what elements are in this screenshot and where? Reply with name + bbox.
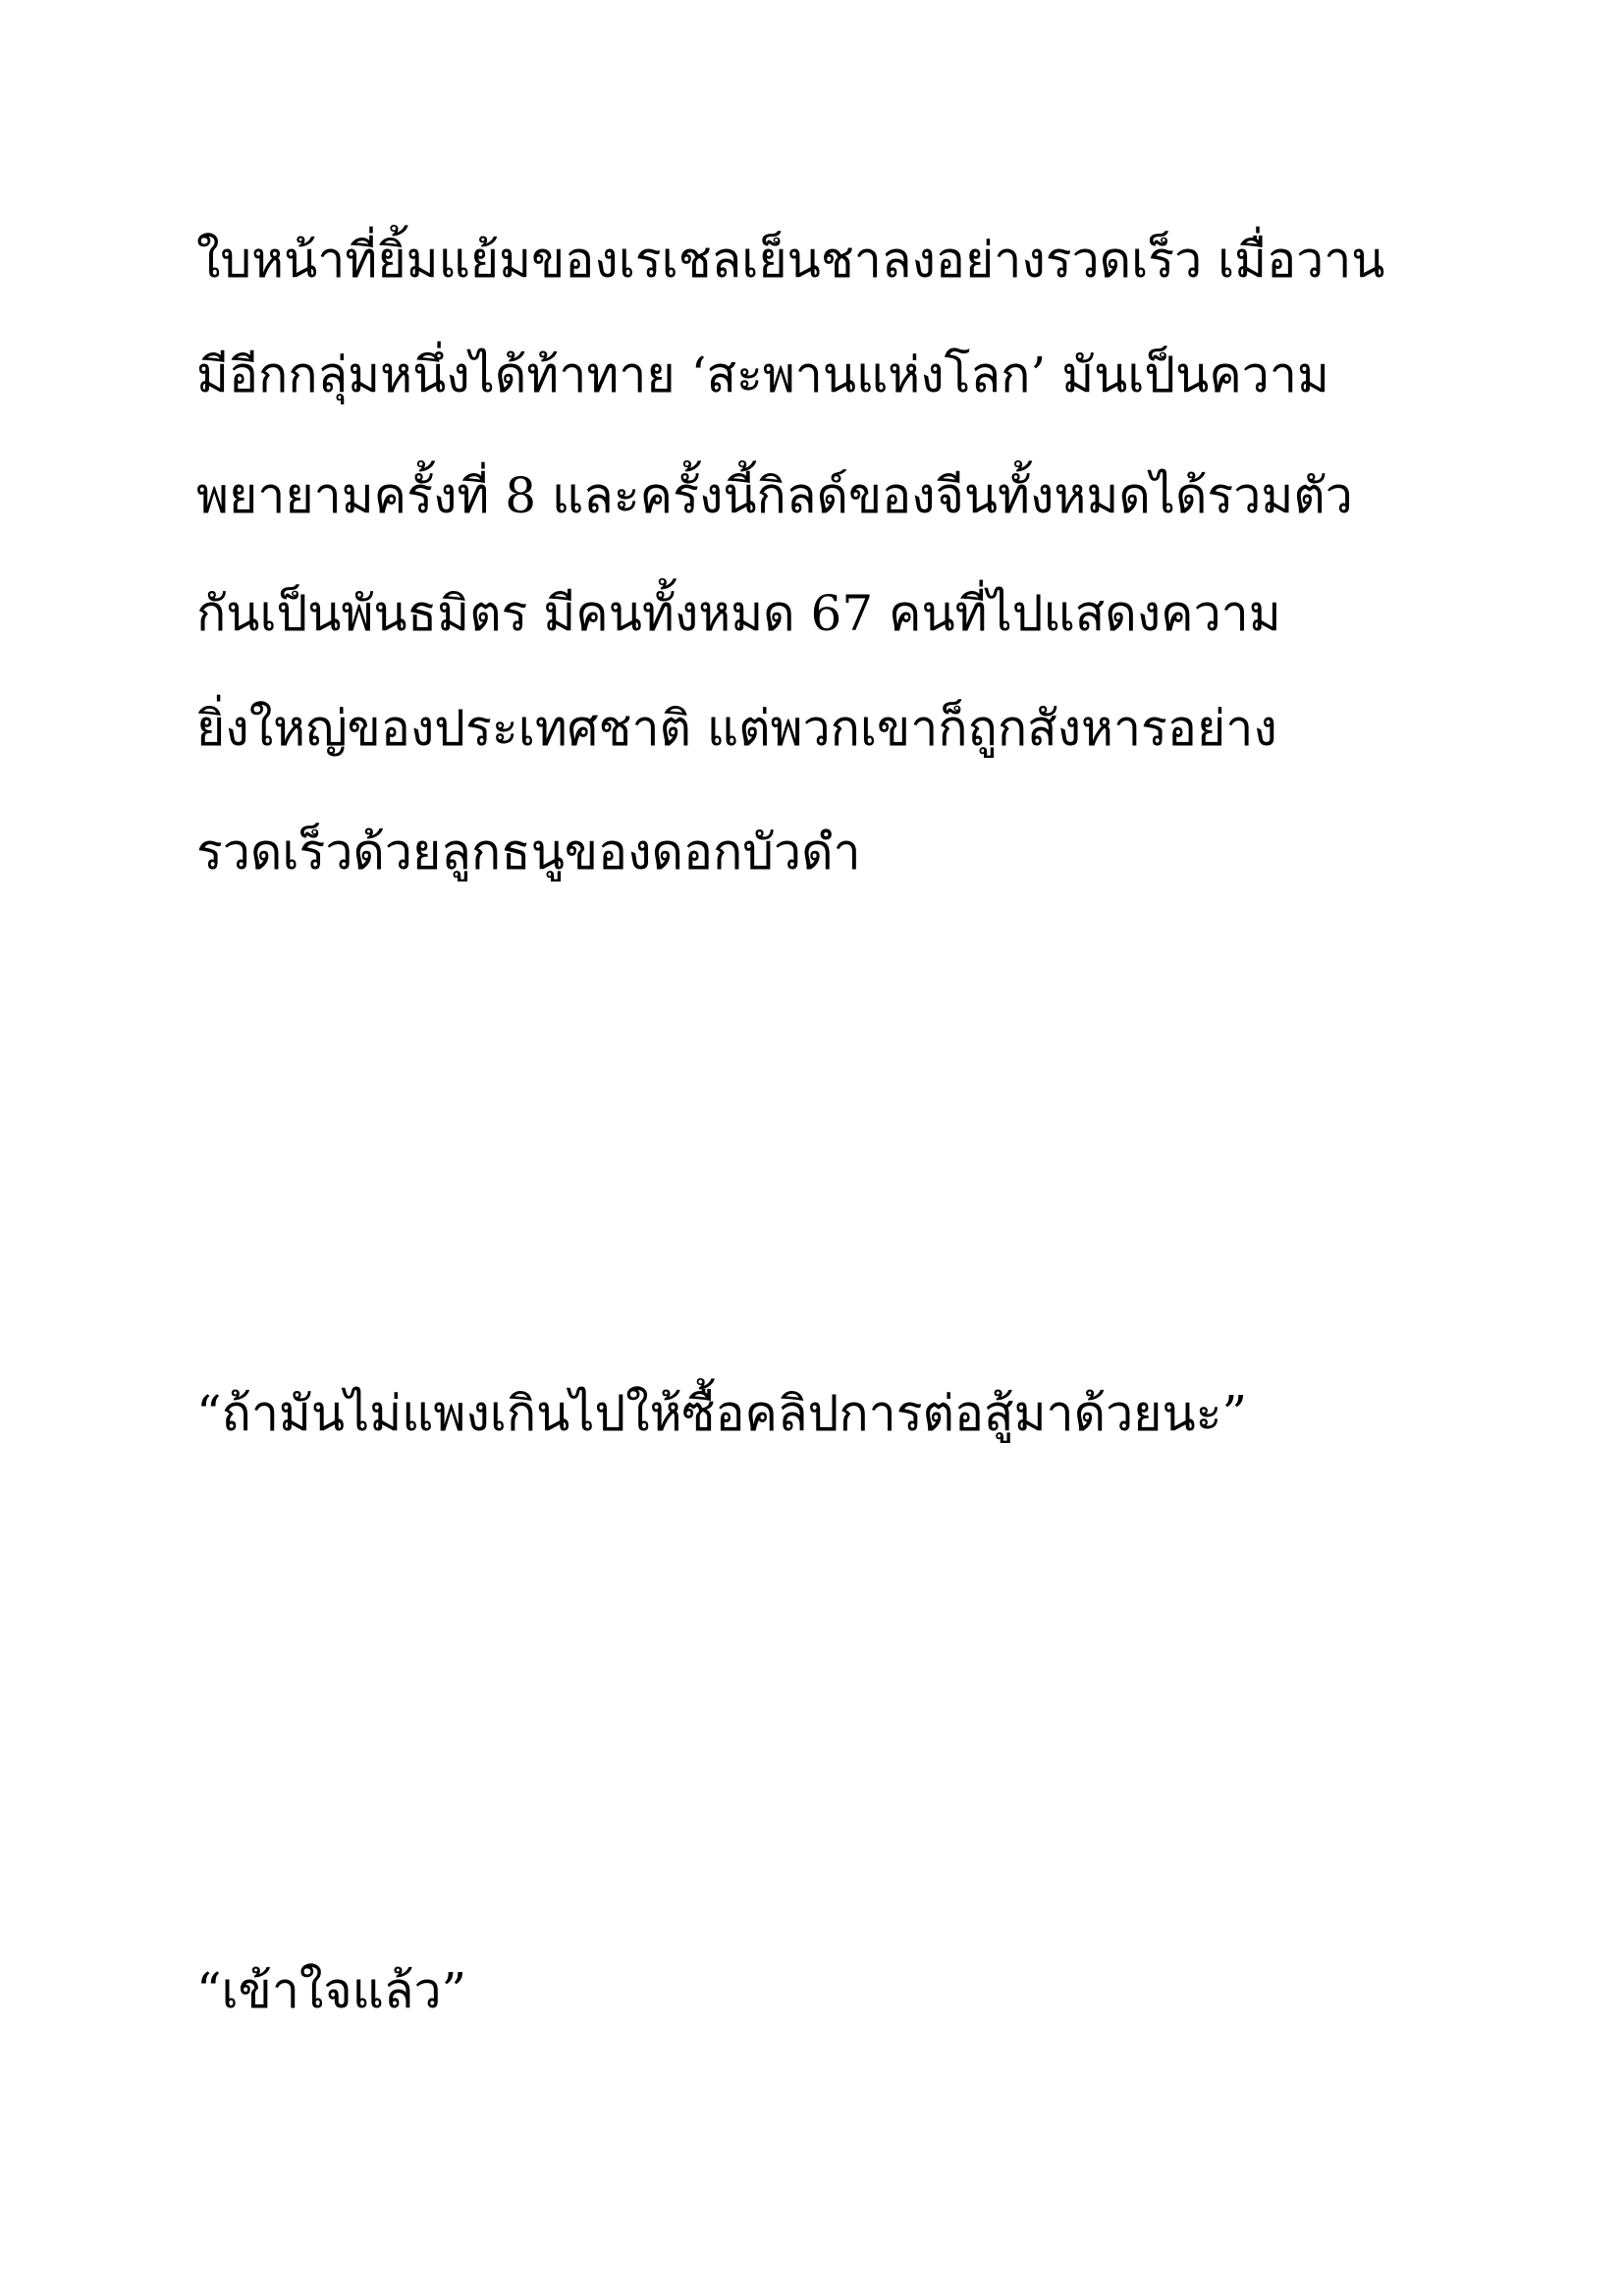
paragraph-line: กันเป็นพันธมิตร มีคนทั้งหมด 67 คนที่ไปแสดงความ [196, 585, 1281, 642]
paragraph-line: รวดเร็วด้วยลูกธนูของดอกบัวดำ [196, 824, 861, 881]
dialogue-line: “เข้าใจแล้ว” [196, 1962, 467, 2019]
dialogue-line: “ถ้ามันไม่แพงเกินไปให้ซื้อคลิปการต่อสู้มาด้วยนะ” [196, 1385, 1248, 1442]
paragraph-line: มีอีกกลุ่มหนึ่งได้ท้าทาย ‘สะพานแห่งโลก’ มันเป็นความ [196, 347, 1329, 403]
paragraph-line: ยิ่งใหญ่ของประเทศชาติ แต่พวกเขาก็ถูกสังหารอย่าง [196, 700, 1277, 757]
paragraph-line: พยายามครั้งที่ 8 และครั้งนี้กิลด์ของจีนทั้งหมดได้รวมตัว [196, 467, 1353, 524]
paragraph-line: ใบหน้าที่ยิ้มแย้มของเรเชลเย็นชาลงอย่างรวดเร็ว เมื่อวาน [196, 232, 1385, 289]
